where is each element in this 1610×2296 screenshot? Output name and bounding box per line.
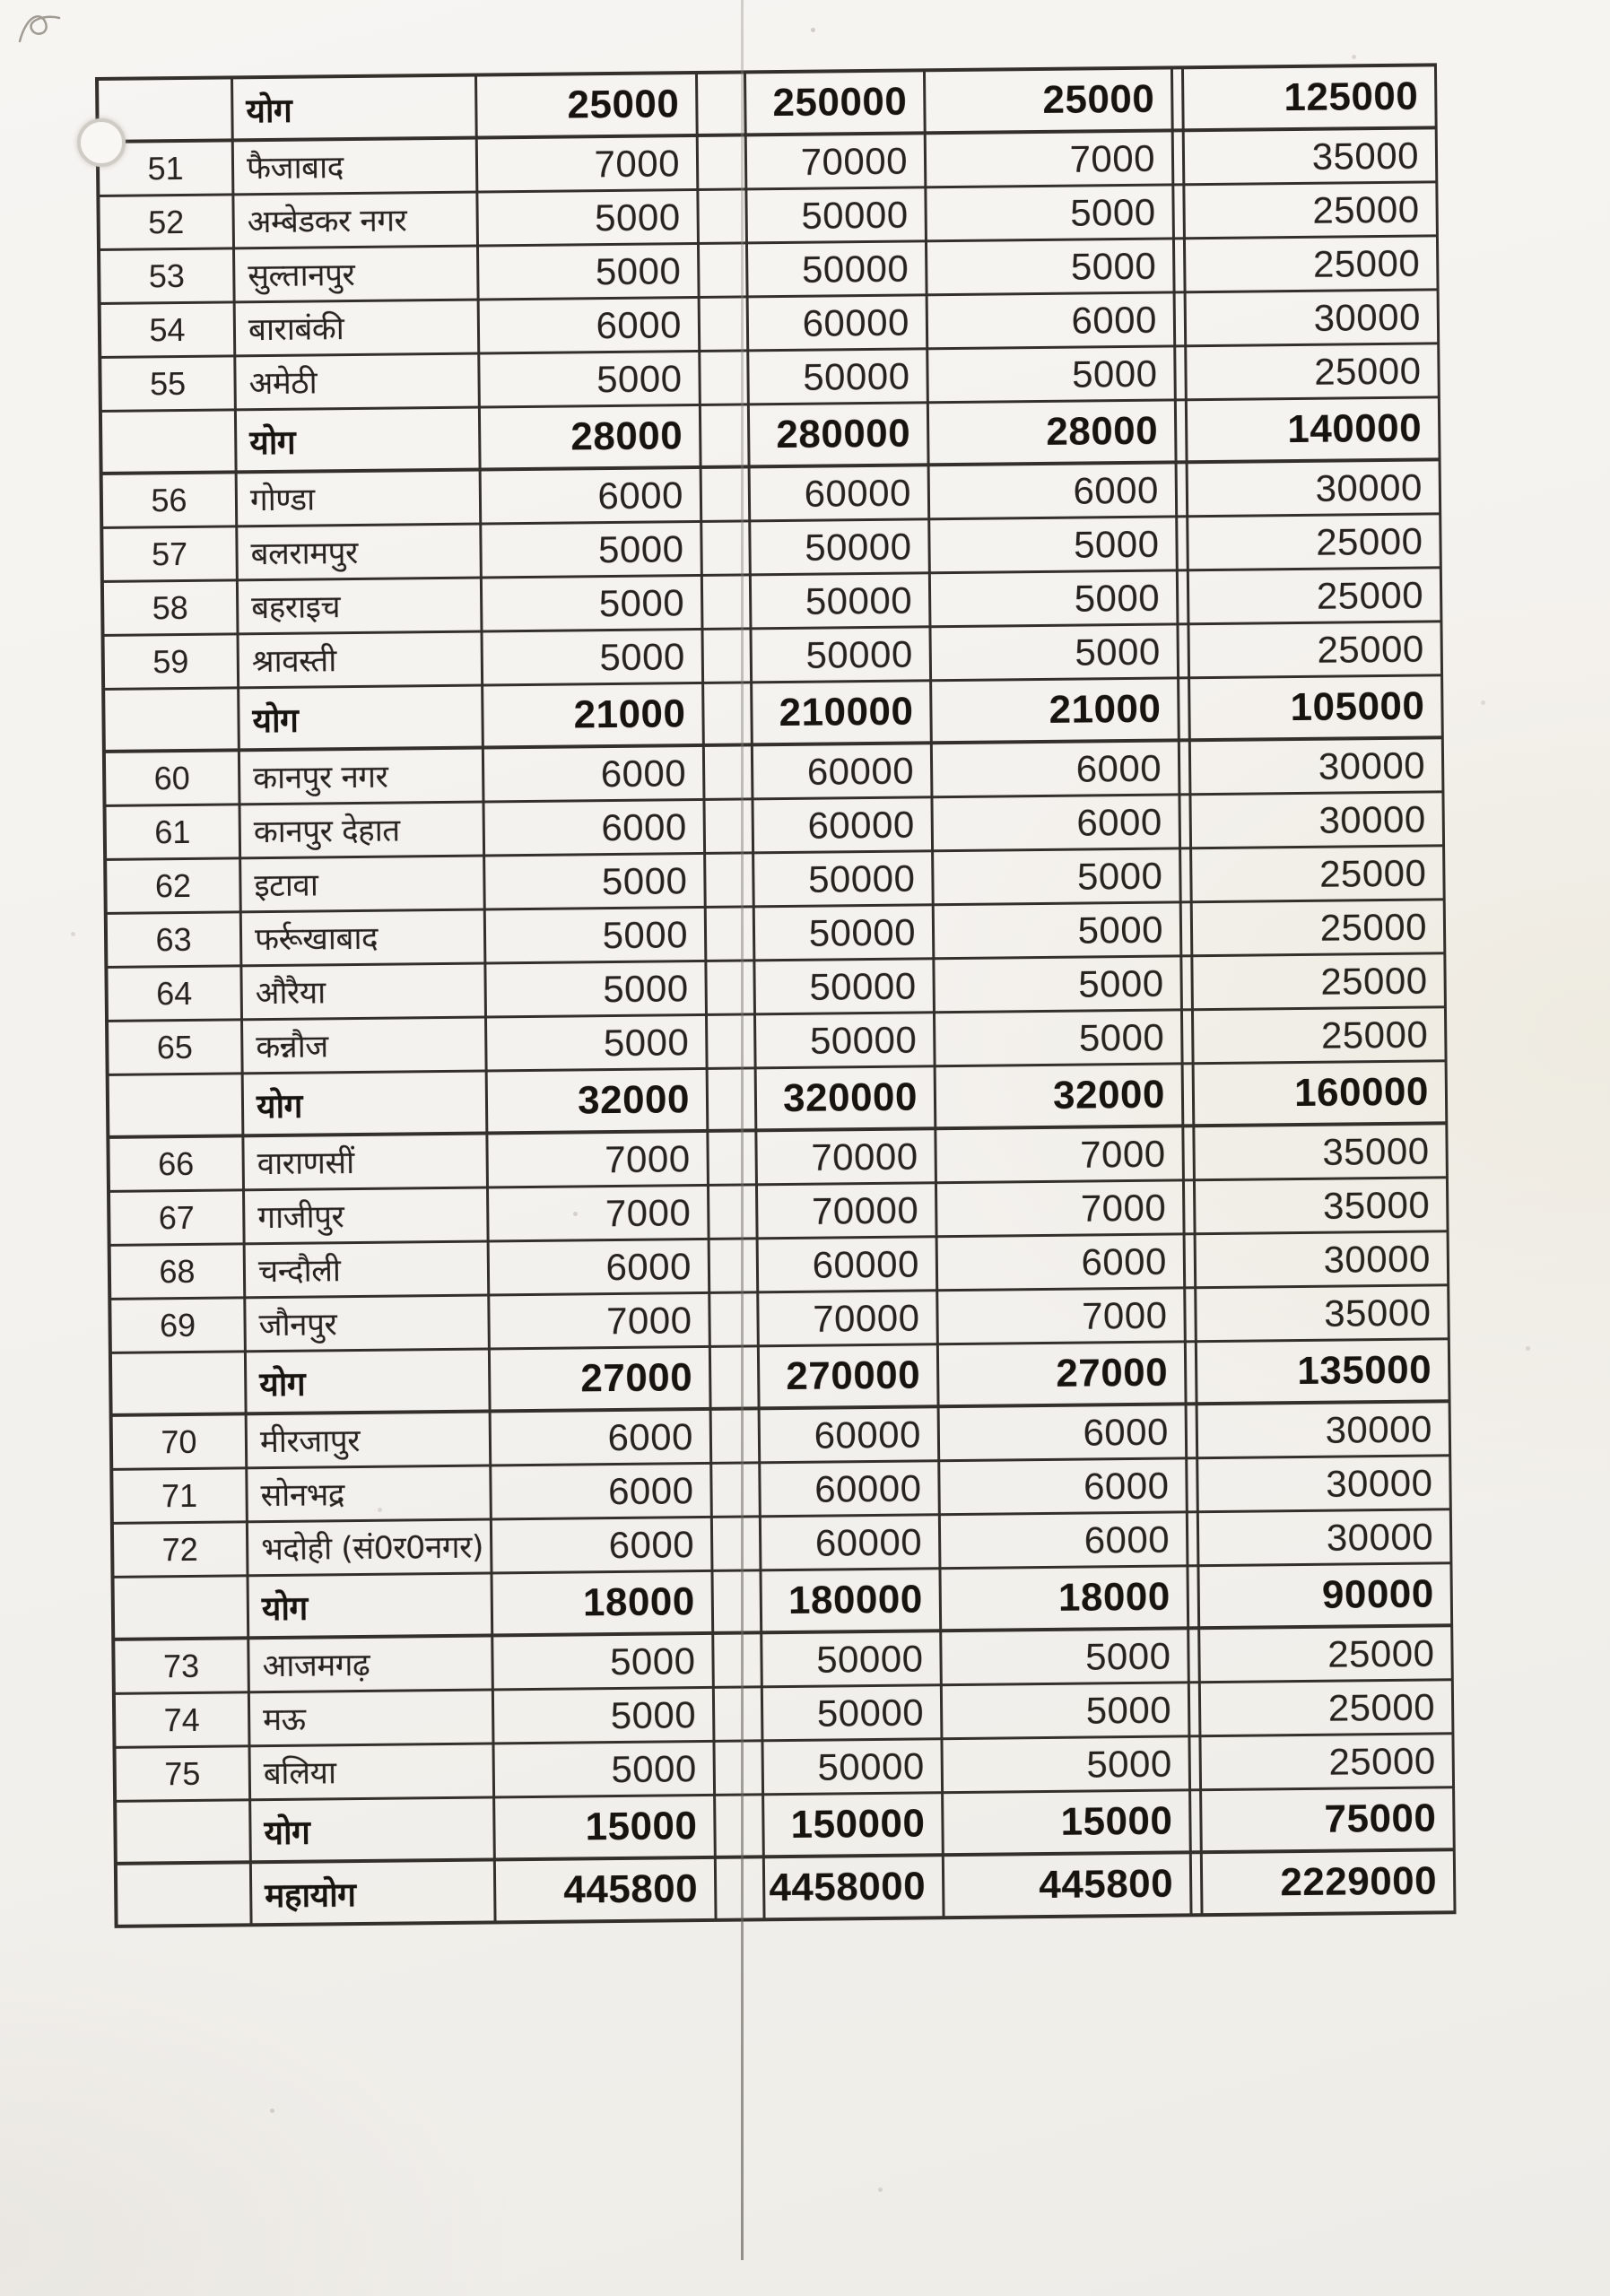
- district-name-cell: भदोही (सं0र0नगर): [248, 1520, 493, 1577]
- amount-cell-1: 32000: [488, 1070, 709, 1135]
- amount-cell-3: 5000: [936, 1011, 1184, 1067]
- amount-cell-2: 50000: [755, 960, 936, 1015]
- gap-cell: [710, 1239, 760, 1294]
- gap-cell-narrow: [1186, 1289, 1197, 1343]
- district-name-cell: गाजीपुर: [245, 1188, 490, 1245]
- serial-cell: 71: [113, 1469, 248, 1525]
- amount-cell-3: 6000: [930, 464, 1179, 520]
- serial-cell: 61: [107, 805, 242, 861]
- gap-cell: [715, 1688, 764, 1743]
- serial-cell: 68: [111, 1245, 247, 1300]
- amount-cell-3: 28000: [929, 401, 1178, 466]
- amount-cell-1: 5000: [493, 1635, 715, 1692]
- amount-cell-2: 270000: [760, 1345, 940, 1410]
- amount-cell-2: 70000: [758, 1184, 938, 1239]
- amount-cell-1: 21000: [483, 684, 705, 750]
- amount-cell-2: 50000: [752, 574, 932, 630]
- amount-cell-2: 250000: [746, 72, 927, 136]
- amount-cell-3: 5000: [943, 1683, 1191, 1740]
- district-name-cell: जौनपुर: [246, 1296, 491, 1352]
- amount-cell-2: 50000: [754, 852, 935, 908]
- serial-cell: 72: [114, 1523, 249, 1578]
- gap-cell-narrow: [1173, 69, 1185, 132]
- amount-cell-2: 50000: [763, 1686, 944, 1742]
- gap-cell-narrow: [1190, 1737, 1202, 1791]
- district-name-cell: योग: [239, 687, 484, 752]
- district-name-cell: अमेठी: [236, 355, 481, 412]
- amount-cell-3: 6000: [941, 1513, 1189, 1570]
- gap-cell: [709, 1069, 758, 1133]
- amount-cell-3: 5000: [943, 1737, 1191, 1794]
- serial-cell: [117, 1864, 253, 1928]
- amount-cell-3: 6000: [928, 293, 1177, 350]
- amount-cell-4: 25000: [1194, 1008, 1448, 1065]
- gap-cell: [709, 1132, 758, 1187]
- amount-cell-1: 15000: [495, 1796, 717, 1862]
- serial-cell: 70: [113, 1415, 248, 1471]
- serial-cell: 53: [100, 249, 236, 305]
- gap-cell: [703, 576, 753, 631]
- amount-cell-4: 25000: [1186, 237, 1440, 293]
- amount-cell-4: 35000: [1196, 1178, 1449, 1235]
- district-name-cell: फैजाबाद: [234, 140, 479, 196]
- amount-cell-3: 445800: [944, 1854, 1193, 1919]
- serial-cell: [102, 411, 238, 475]
- district-name-cell: अम्बेडकर नगर: [234, 194, 479, 250]
- gap-cell-narrow: [1190, 1683, 1202, 1737]
- amount-cell-4: 125000: [1184, 66, 1438, 132]
- serial-cell: 63: [108, 913, 243, 969]
- amount-cell-1: 5000: [487, 1016, 709, 1073]
- amount-cell-1: 5000: [486, 909, 708, 965]
- amount-cell-2: 50000: [751, 520, 931, 576]
- gap-cell-narrow: [1178, 517, 1189, 571]
- scan-noise-specks: [0, 0, 3, 3]
- amount-cell-4: 25000: [1187, 344, 1440, 401]
- district-name-cell: बहराइच: [239, 579, 483, 636]
- gap-cell-narrow: [1187, 1343, 1198, 1405]
- district-allocation-table: [95, 63, 1457, 1928]
- district-name-cell: योग: [237, 409, 482, 474]
- amount-cell-1: 6000: [492, 1518, 714, 1575]
- gap-cell-narrow: [1185, 1181, 1197, 1235]
- amount-cell-3: 27000: [939, 1343, 1188, 1408]
- district-name-cell: चन्दौली: [246, 1242, 491, 1299]
- amount-cell-3: 5000: [931, 625, 1179, 682]
- serial-cell: 73: [115, 1639, 250, 1695]
- gap-cell-narrow: [1178, 464, 1189, 517]
- district-name-cell: इटावा: [241, 857, 486, 913]
- amount-cell-4: 30000: [1199, 1510, 1453, 1567]
- amount-cell-2: 180000: [761, 1570, 942, 1634]
- serial-cell: [109, 1074, 245, 1139]
- district-name-cell: कन्नौज: [243, 1018, 488, 1074]
- serial-cell: 74: [116, 1693, 251, 1749]
- amount-cell-2: 70000: [759, 1292, 939, 1347]
- amount-cell-2: 50000: [756, 1013, 936, 1069]
- amount-cell-1: 6000: [480, 299, 701, 355]
- amount-cell-1: 5000: [483, 577, 704, 633]
- amount-cell-4: 90000: [1199, 1564, 1453, 1630]
- amount-cell-4: 35000: [1197, 1286, 1450, 1343]
- gap-cell-narrow: [1174, 186, 1186, 239]
- serial-cell: 65: [109, 1021, 244, 1076]
- serial-cell: 59: [105, 635, 240, 691]
- amount-cell-4: 30000: [1188, 461, 1442, 517]
- serial-cell: 57: [103, 527, 239, 583]
- amount-cell-3: 6000: [933, 742, 1181, 798]
- amount-cell-3: 21000: [932, 679, 1180, 744]
- amount-cell-4: 135000: [1197, 1340, 1451, 1405]
- gap-cell: [704, 683, 753, 747]
- serial-cell: 54: [101, 303, 237, 359]
- amount-cell-4: 35000: [1195, 1125, 1449, 1181]
- amount-cell-3: 5000: [927, 186, 1175, 242]
- amount-cell-1: 5000: [486, 962, 708, 1019]
- amount-cell-3: 5000: [942, 1630, 1190, 1686]
- amount-cell-2: 50000: [755, 906, 936, 961]
- gap-cell: [702, 522, 752, 577]
- amount-cell-1: 18000: [493, 1572, 715, 1638]
- paper-fold-line: [741, 0, 744, 2260]
- amount-cell-2: 50000: [748, 242, 928, 298]
- serial-cell: 75: [117, 1747, 252, 1803]
- amount-cell-2: 50000: [763, 1740, 944, 1796]
- district-name-cell: गोण्डा: [238, 472, 483, 528]
- gap-cell: [702, 468, 752, 523]
- amount-cell-4: 30000: [1191, 793, 1445, 849]
- amount-cell-1: 5000: [479, 245, 701, 301]
- gap-cell-narrow: [1177, 401, 1188, 464]
- amount-cell-4: 25000: [1193, 954, 1447, 1011]
- amount-cell-2: 4458000: [765, 1857, 945, 1921]
- gap-cell: [711, 1347, 761, 1411]
- gap-cell-narrow: [1180, 742, 1192, 796]
- gap-cell-narrow: [1188, 1459, 1199, 1513]
- district-name-cell: योग: [249, 1574, 494, 1639]
- amount-cell-3: 6000: [940, 1405, 1188, 1462]
- amount-cell-1: 6000: [484, 747, 706, 804]
- serial-cell: [115, 1577, 250, 1641]
- gap-cell: [707, 908, 756, 962]
- amount-cell-4: 25000: [1185, 183, 1439, 239]
- gap-cell-narrow: [1184, 1127, 1196, 1181]
- amount-cell-1: 5000: [485, 855, 707, 911]
- amount-cell-4: 160000: [1195, 1062, 1449, 1127]
- gap-cell-narrow: [1183, 1011, 1195, 1065]
- grand-total-row: [117, 1851, 1457, 1928]
- gap-cell: [712, 1410, 761, 1465]
- amount-cell-1: 445800: [496, 1859, 718, 1925]
- gap-cell: [715, 1742, 764, 1796]
- amount-cell-4: 25000: [1201, 1681, 1455, 1737]
- gap-cell-narrow: [1188, 1405, 1199, 1459]
- serial-cell: [105, 689, 240, 753]
- gap-cell-narrow: [1188, 1513, 1200, 1567]
- amount-cell-3: 7000: [937, 1181, 1186, 1238]
- amount-cell-3: 15000: [944, 1791, 1192, 1857]
- gap-cell-narrow: [1174, 132, 1186, 186]
- gap-cell: [698, 74, 747, 137]
- gap-cell-narrow: [1176, 293, 1188, 347]
- amount-cell-1: 5000: [480, 352, 701, 409]
- amount-cell-4: 25000: [1193, 900, 1447, 957]
- gap-cell-narrow: [1179, 571, 1190, 625]
- district-name-cell: सुल्तानपुर: [235, 248, 480, 304]
- amount-cell-4: 140000: [1188, 398, 1441, 464]
- district-name-cell: फर्रूखाबाद: [242, 910, 487, 967]
- gap-cell-narrow: [1189, 1630, 1201, 1683]
- amount-cell-4: 25000: [1201, 1735, 1455, 1791]
- amount-cell-3: 7000: [938, 1289, 1187, 1345]
- district-name-cell: कानपुर नगर: [240, 749, 485, 805]
- amount-cell-1: 7000: [488, 1133, 709, 1189]
- amount-cell-2: 60000: [749, 296, 929, 352]
- gap-cell: [712, 1464, 761, 1518]
- punch-hole: [77, 118, 126, 167]
- amount-cell-1: 6000: [492, 1411, 713, 1467]
- serial-cell: 52: [100, 196, 235, 251]
- serial-cell: 62: [107, 859, 242, 915]
- amount-cell-1: 5000: [494, 1743, 716, 1799]
- serial-cell: [112, 1352, 248, 1417]
- amount-cell-3: 5000: [935, 903, 1183, 960]
- serial-cell: 51: [100, 142, 235, 197]
- amount-cell-4: 30000: [1187, 291, 1440, 347]
- gap-cell: [705, 746, 754, 801]
- amount-cell-4: 30000: [1191, 739, 1445, 796]
- amount-cell-4: 25000: [1188, 515, 1442, 571]
- amount-cell-3: 5000: [928, 347, 1177, 404]
- amount-cell-1: 5000: [482, 523, 703, 579]
- amount-cell-2: 50000: [752, 628, 932, 683]
- district-name-cell: योग: [247, 1350, 492, 1415]
- amount-cell-2: 60000: [761, 1462, 941, 1518]
- amount-cell-2: 60000: [761, 1516, 942, 1571]
- amount-cell-2: 50000: [747, 188, 927, 244]
- district-name-cell: योग: [251, 1798, 496, 1864]
- gap-cell: [707, 961, 756, 1016]
- gap-cell-narrow: [1188, 1567, 1200, 1630]
- district-name-cell: बलरामपुर: [238, 526, 483, 582]
- gap-cell: [705, 800, 754, 855]
- amount-cell-2: 60000: [751, 466, 931, 522]
- amount-cell-2: 280000: [750, 404, 930, 468]
- gap-cell: [714, 1634, 763, 1689]
- amount-cell-2: 70000: [747, 135, 927, 190]
- amount-cell-3: 18000: [941, 1567, 1189, 1632]
- district-name-cell: योग: [233, 77, 478, 143]
- gap-cell: [703, 630, 753, 684]
- serial-cell: 56: [103, 474, 239, 529]
- district-name-cell: महायोग: [252, 1861, 497, 1926]
- amount-cell-2: 50000: [749, 350, 929, 405]
- amount-cell-4: 30000: [1197, 1232, 1450, 1289]
- gap-cell-narrow: [1175, 239, 1187, 293]
- serial-cell: 69: [111, 1299, 247, 1354]
- amount-cell-2: 60000: [759, 1238, 939, 1293]
- amount-cell-3: 7000: [927, 132, 1175, 188]
- district-name-cell: मीरजापुर: [248, 1413, 492, 1469]
- amount-cell-2: 60000: [753, 744, 934, 800]
- amount-cell-4: 25000: [1192, 847, 1446, 903]
- amount-cell-3: 6000: [940, 1459, 1188, 1516]
- amount-cell-2: 50000: [762, 1632, 943, 1688]
- amount-cell-2: 150000: [764, 1794, 944, 1858]
- amount-cell-4: 25000: [1189, 569, 1443, 625]
- gap-cell-narrow: [1184, 1065, 1196, 1127]
- serial-cell: 60: [106, 752, 241, 807]
- gap-cell-narrow: [1181, 849, 1193, 903]
- amount-cell-3: 5000: [934, 849, 1182, 906]
- serial-cell: 58: [104, 581, 239, 637]
- gap-cell-narrow: [1182, 903, 1194, 957]
- district-name-cell: बलिया: [251, 1744, 496, 1801]
- gap-cell: [706, 854, 755, 909]
- serial-cell: 64: [108, 967, 243, 1022]
- amount-cell-1: 7000: [478, 137, 700, 194]
- gap-cell-narrow: [1192, 1854, 1204, 1917]
- serial-cell: 55: [101, 357, 237, 413]
- amount-cell-3: 5000: [930, 517, 1179, 574]
- gap-cell-narrow: [1182, 957, 1194, 1011]
- amount-cell-3: 6000: [938, 1235, 1187, 1292]
- amount-cell-1: 6000: [492, 1465, 713, 1521]
- amount-cell-4: 25000: [1189, 622, 1443, 679]
- pencil-squiggle-mark: [11, 4, 91, 57]
- amount-cell-3: 5000: [935, 957, 1183, 1013]
- district-name-cell: आजमगढ़: [249, 1637, 494, 1693]
- serial-cell: 67: [110, 1191, 246, 1247]
- amount-cell-1: 6000: [482, 469, 703, 526]
- district-name-cell: कानपुर देहात: [241, 803, 486, 859]
- amount-cell-4: 2229000: [1203, 1851, 1457, 1917]
- gap-cell: [710, 1293, 760, 1348]
- district-name-cell: वाराणसीं: [244, 1135, 489, 1191]
- amount-cell-1: 7000: [490, 1294, 711, 1351]
- district-name-cell: औरैया: [242, 964, 487, 1021]
- amount-cell-3: 25000: [926, 69, 1174, 135]
- amount-cell-4: 35000: [1185, 129, 1439, 186]
- amount-cell-2: 60000: [761, 1408, 941, 1464]
- amount-cell-4: 30000: [1198, 1403, 1452, 1459]
- amount-cell-3: 7000: [936, 1127, 1185, 1184]
- amount-cell-4: 105000: [1190, 676, 1444, 742]
- district-name-cell: सोनभद्र: [248, 1466, 492, 1523]
- amount-cell-1: 5000: [478, 191, 700, 248]
- gap-cell: [713, 1571, 762, 1635]
- amount-cell-1: 5000: [494, 1689, 716, 1745]
- amount-cell-2: 210000: [753, 682, 933, 746]
- amount-cell-4: 30000: [1198, 1457, 1452, 1513]
- amount-cell-3: 5000: [931, 571, 1179, 628]
- gap-cell-narrow: [1191, 1791, 1203, 1854]
- gap-cell: [708, 1015, 757, 1070]
- amount-cell-1: 28000: [481, 406, 702, 472]
- amount-cell-1: 27000: [491, 1348, 712, 1413]
- amount-cell-3: 32000: [936, 1065, 1185, 1130]
- amount-cell-4: 25000: [1200, 1627, 1454, 1683]
- gap-cell: [713, 1518, 762, 1572]
- district-name-cell: मऊ: [250, 1691, 495, 1747]
- gap-cell-narrow: [1176, 347, 1188, 401]
- amount-cell-1: 6000: [490, 1240, 711, 1297]
- district-name-cell: श्रावस्ती: [239, 633, 484, 690]
- amount-cell-1: 7000: [489, 1187, 710, 1243]
- serial-cell: [117, 1801, 252, 1866]
- amount-cell-2: 320000: [757, 1067, 937, 1132]
- gap-cell-narrow: [1179, 679, 1191, 742]
- amount-cell-3: 6000: [933, 796, 1181, 852]
- gap-cell-narrow: [1179, 625, 1190, 679]
- district-name-cell: योग: [244, 1072, 489, 1137]
- amount-cell-2: 60000: [753, 798, 934, 854]
- amount-cell-1: 6000: [485, 801, 707, 857]
- amount-cell-2: 70000: [757, 1130, 937, 1186]
- amount-cell-1: 25000: [477, 74, 699, 140]
- gap-cell: [709, 1186, 759, 1240]
- amount-cell-1: 5000: [483, 631, 705, 687]
- serial-cell: 66: [109, 1137, 245, 1193]
- gap-cell-narrow: [1180, 796, 1192, 849]
- gap-cell-narrow: [1186, 1235, 1197, 1289]
- amount-cell-3: 5000: [927, 239, 1176, 296]
- amount-cell-4: 75000: [1202, 1788, 1456, 1854]
- district-name-cell: बाराबंकी: [236, 301, 481, 358]
